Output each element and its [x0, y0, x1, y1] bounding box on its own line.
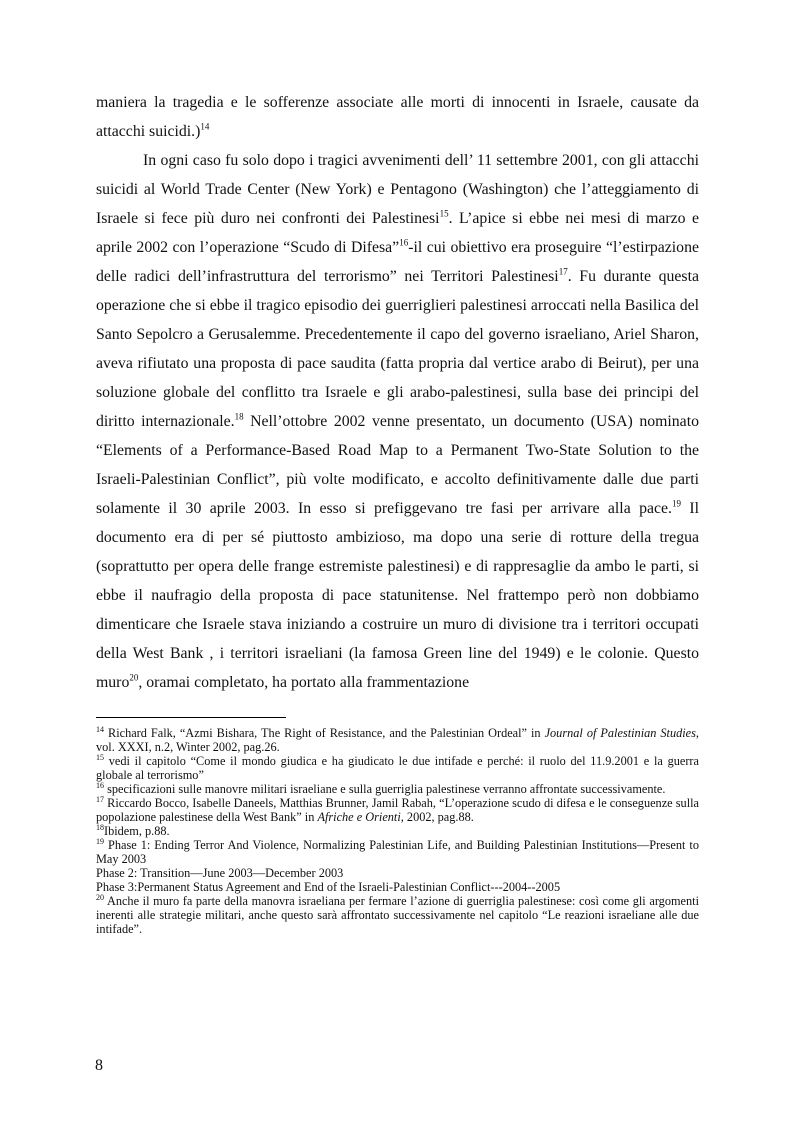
footnote-number-16: 16 [96, 780, 104, 790]
footnote-16 [96, 782, 699, 796]
footnote-19 [96, 838, 699, 866]
footnote-number-19: 19 [96, 836, 104, 846]
footnote-20-text: Anche il muro fa parte della manovra israeliana per fermare l’azione di guerriglia palestinese: così come gli argomenti inerenti alle strategie militari, anche questo sarà affrontato successivamente nel capitolo “Le reazioni israeliane alle due intifade”. [96, 894, 699, 936]
footnote-number-14: 14 [96, 724, 104, 734]
footnote-17-text: Riccardo Bocco, Isabelle Daneels, Matthias Brunner, Jamil Rabah, “L’operazione scudo di difesa e le conseguenze sulla popolazione palestinese della West Bank” in [96, 796, 699, 824]
footnotes [96, 726, 699, 936]
footnote-14-text: Richard Falk, “Azmi Bishara, The Right of Resistance, and the Palestinian Ordeal” in [104, 726, 545, 740]
paragraph-2-text-2: . L’apice si ebbe nei mesi di marzo e aprile 2002 con l’operazione “Scudo di Difesa” [96, 210, 699, 256]
footnote-number-20: 20 [96, 892, 104, 902]
footnote-number-15: 15 [96, 752, 104, 762]
footnote-18 [96, 824, 699, 838]
footnote-14-journal: Journal of Palestinian Studies [544, 726, 696, 740]
paragraph-2-text-5: Nell’ottobre 2002 venne presentato, un documento (USA) nominato “Elements of a Performance-Based Road Map to a Permanent Two-State Solution to the Israeli-Palestinian Conflict”, più volte modificato, e accolto definitivamente dalle due parti solamente il 30 aprile 2003. In esso si prefiggevano tre fasi per arrivare alla pace. [96, 413, 699, 517]
footnote-number-18: 18 [96, 822, 104, 832]
footnote-17 [96, 796, 699, 824]
page-number: 8 [95, 1057, 103, 1074]
main-text [96, 88, 699, 697]
footnote-17-journal: Afriche e Orienti [317, 810, 401, 824]
footnote-ref-16[interactable]: 16 [399, 237, 409, 248]
footnote-19-phase-2: Phase 2: Transition—June 2003—December 2003 [96, 866, 344, 880]
footnote-20 [96, 894, 699, 936]
paragraph-2 [96, 146, 699, 697]
paragraph-2-text-3: -il cui obiettivo era proseguire “l’estirpazione delle radici dell’infrastruttura del terrorismo” nei Territori Palestinesi [96, 239, 699, 285]
paragraph-2-text-6: Il documento era di per sé piuttosto ambizioso, ma dopo una serie di rotture della tregua (soprattutto per opera delle frange estremiste palestinesi) e di rappresaglie da ambo le parti, si ebbe il naufragio della proposta di pace statunitense. Nel frattempo però non dobbiamo dimenticare che Israele stava iniziando a costruire un muro di divisione tra i territori occupati della West Bank , i territori israeliani (la famosa Green line del 1949) e le colonie. Questo muro [96, 500, 699, 691]
footnote-15-text: vedi il capitolo “Come il mondo giudica e ha giudicato le due intifade e perché: il ruolo del 11.9.2001 e la guerra globale al terrorismo” [96, 754, 699, 782]
footnote-ref-19[interactable]: 19 [671, 498, 681, 509]
footnote-14-text-end: , vol. XXXI, n.2, Winter 2002, pag.26. [96, 726, 699, 754]
paragraph-1-text: maniera la tragedia e le sofferenze associate alle morti di innocenti in Israele, causate da attacchi suicidi.) [96, 94, 699, 140]
paragraph-2-text-1: In ogni caso fu solo dopo i tragici avvenimenti dell’ 11 settembre 2001, con gli attacchi suicidi al World Trade Center (New York) e Pentagono (Washington) che l’atteggiamento di Israele si fece più duro nei confronti dei Palestinesi [96, 152, 699, 227]
footnote-16-text: specificazioni sulle manovre militari israeliane e sulla guerriglia palestinese verranno affrontate successivamente. [104, 782, 666, 796]
footnote-18-text: Ibidem, p.88. [104, 824, 170, 838]
footnote-ref-18[interactable]: 18 [234, 411, 244, 422]
footnote-19-phase-3: Phase 3:Permanent Status Agreement and End of the Israeli-Palestinian Conflict---2004--2005 [96, 880, 561, 894]
footnote-14 [96, 726, 699, 754]
footnote-17-text-end: , 2002, pag.88. [400, 810, 474, 824]
footnote-ref-15[interactable]: 15 [439, 208, 449, 219]
paragraph-2-text-7: , oramai completato, ha portato alla frammentazione [138, 674, 470, 691]
paragraph-1 [96, 88, 699, 146]
footnote-separator [96, 717, 286, 718]
paragraph-2-text-4: . Fu durante questa operazione che si ebbe il tragico episodio dei guerriglieri palestinesi arroccati nella Basilica del Santo Sepolcro a Gerusalemme. Precedentemente il capo del governo israeliano, Ariel Sharon, aveva rifiutato una proposta di pace saudita (fatta propria dal vertice arabo di Beirut), per una soluzione globale del conflitto tra Israele e gli arabo-palestinesi, sulla base dei principi del diritto internazionale. [96, 268, 699, 430]
footnote-number-17: 17 [96, 794, 104, 804]
footnote-ref-20[interactable]: 20 [129, 672, 139, 683]
footnote-ref-14[interactable]: 14 [200, 121, 210, 132]
footnote-19-text: Phase 1: Ending Terror And Violence, Normalizing Palestinian Life, and Building Palestinian Institutions—Present to May 2003 [96, 838, 699, 866]
footnote-15 [96, 754, 699, 782]
footnote-ref-17[interactable]: 17 [558, 266, 568, 277]
